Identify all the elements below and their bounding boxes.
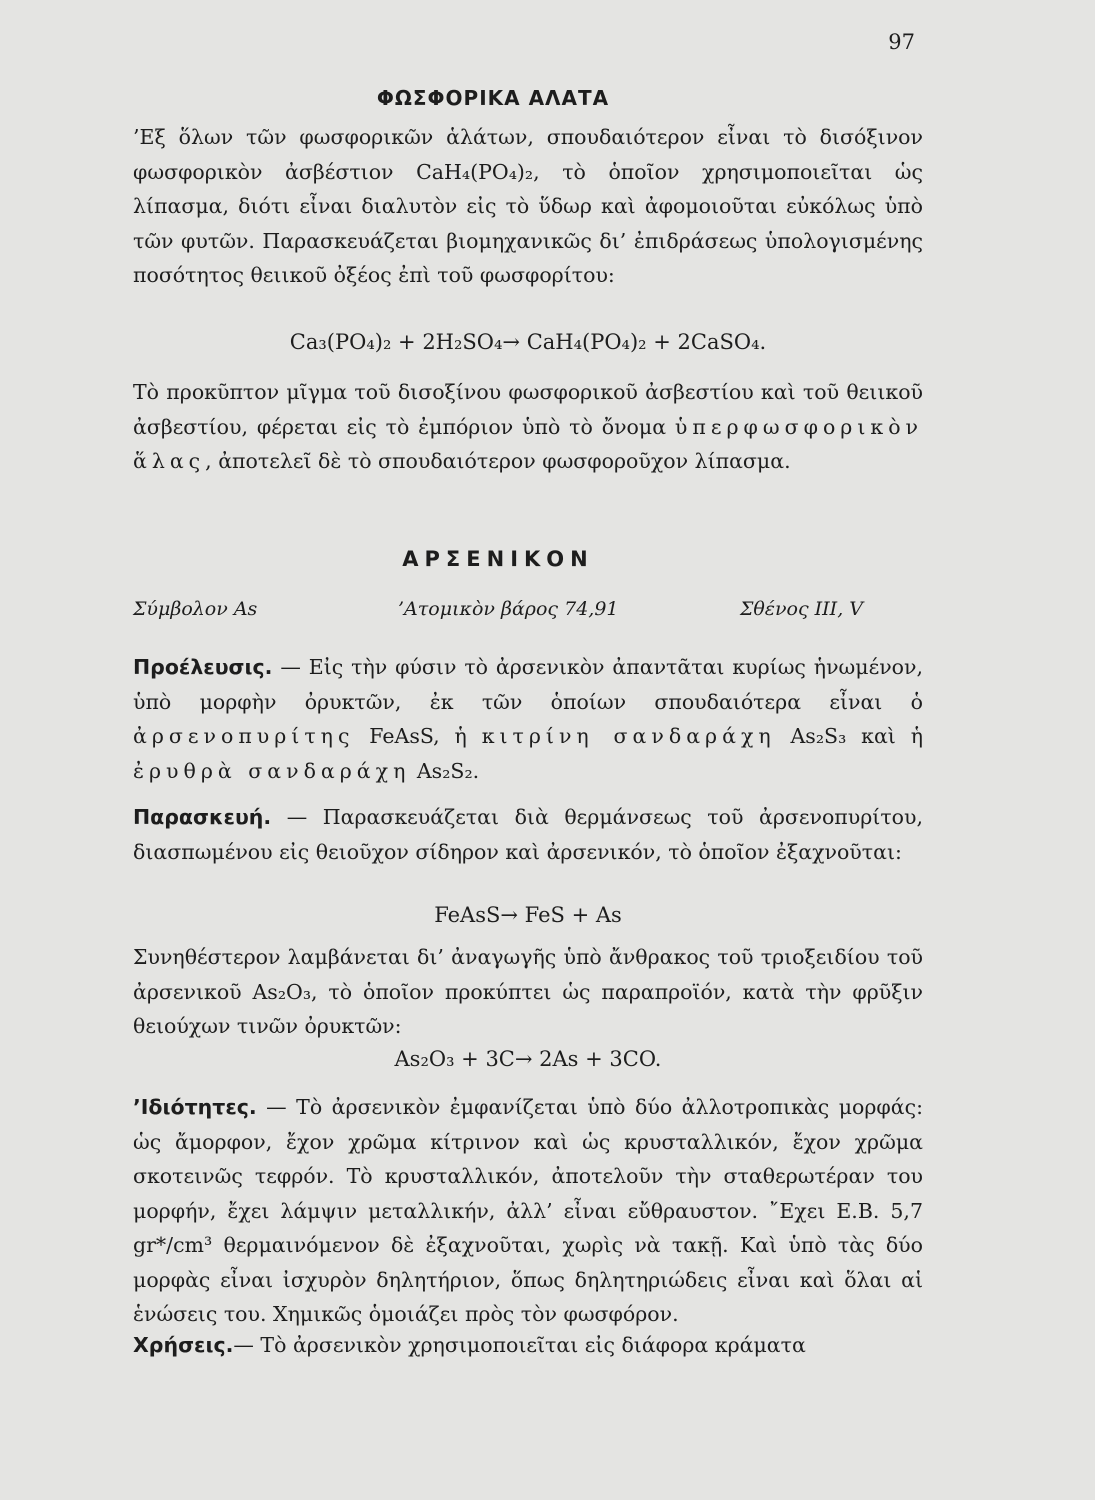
equation-arsenopyrite-decomposition: FeAsS→ FeS + As [434, 903, 622, 927]
paragraph-superphosphate-intro: ’Εξ ὅλων τῶν φωσφορικῶν ἁλάτων, σπουδαιότερον εἶναι τὸ δισόξινον φωσφορικὸν ἀσβέστιον CaH₄(PO₄)₂, τὸ ὁποῖον χρησιμοποιεῖται ὡς λίπασμα, διότι εἶναι διαλυτὸν εἰς τὸ ὕδωρ καὶ ἀφομοιοῦται εὐκόλως ὑπὸ τῶν φυτῶν. Παρασκευάζεται βιομηχανικῶς δι’ ἐπιδράσεως ὑπολογισμένης ποσότητος θειικοῦ ὀξέος ἐπὶ τοῦ φωσφορίτου: [133, 125, 923, 287]
text-run: Τὸ προκῦπτον μῖγμα τοῦ δισοξίνου φωσφορικοῦ ἀσβεστίου καὶ τοῦ θειικοῦ ἀσβεστίου, φέρεται εἰς τὸ ἐμπόριον ὑπὸ τὸ ὄνομα [133, 380, 923, 439]
term-arsenopyrite: ἀρσενοπυρίτης [133, 724, 355, 748]
atomic-weight: ’Ατομικὸν βάρος 74,91 [398, 598, 619, 620]
section-title-arsenic: ΑΡΣΕΝΙΚΟΝ [402, 547, 594, 571]
equation-superphosphate: Ca₃(PO₄)₂ + 2H₂SO₄→ CaH₄(PO₄)₂ + 2CaSO₄. [289, 330, 767, 354]
term-red-realgar: ἐρυθρὰ σανδαράχη [133, 758, 411, 783]
text-run: As₂S₃ καὶ ἡ [775, 724, 923, 748]
paragraph-uses [133, 1328, 923, 1363]
text-run: FeAsS, ἡ [354, 724, 467, 748]
paragraph-properties [133, 1090, 923, 1332]
section-title-phosphate-salts: ΦΩΣΦΟΡΙΚΑ ΑΛΑΤΑ [376, 86, 610, 110]
heading-uses: Χρήσεις. [133, 1333, 234, 1357]
text-run: — Παρασκευάζεται διὰ θερμάνσεως τοῦ ἀρσενοπυρίτου, διασπωμένου εἰς θειοῦχον σίδηρον καὶ ἀρσενικόν, τὸ ὁποῖον ἐξαχνοῦται: [133, 805, 923, 864]
page-number: 97 [888, 30, 915, 54]
text-run: , ἀποτελεῖ δὲ τὸ σπουδαιότερον φωσφοροῦχον λίπασμα. [205, 449, 791, 473]
paragraph-preparation [133, 800, 923, 869]
text-run: — Εἰς τὴν φύσιν τὸ ἀρσενικὸν ἀπαντᾶται κυρίως ἡνωμένον, ὑπὸ μορφὴν ὀρυκτῶν, ἐκ τῶν ὁποίων σπουδαιότερα εἶναι ὁ [133, 655, 923, 714]
equation-reduction: As₂O₃ + 3C→ 2As + 3CO. [394, 1047, 662, 1071]
heading-preparation: Παρασκευή. [133, 805, 272, 829]
text-run: — Τὸ ἀρσενικὸν χρησιμοποιεῖται εἰς διάφορα κράματα [233, 1333, 806, 1357]
text-run: — Τὸ ἀρσενικὸν ἐμφανίζεται ὑπὸ δύο ἀλλοτροπικὰς μορφάς: ὡς ἄμορφον, ἔχον χρῶμα κίτρινον καὶ ὡς κρυσταλλικόν, ἔχον χρῶμα σκοτεινῶς τεφρόν. Τὸ κρυσταλλικόν, ἀποτελοῦν τὴν σταθερωτέραν του μορφήν, ἔχει λάμψιν μεταλλικήν, ἀλλ’ εἶναι εὔθραυστον. ῎Εχει Ε.Β. 5,7 gr*/cm³ θερμαινόμενον δὲ ἐξαχνοῦται, χωρὶς νὰ τακῇ. Καὶ ὑπὸ τὰς δύο μορφὰς εἶναι ἰσχυρὸν δηλητήριον, ὅπως δηλητηριώδεις εἶναι καὶ ὅλαι αἱ ἑνώσεις του. Χημικῶς ὁμοιάζει πρὸς τὸν φωσφόρον. [133, 1095, 923, 1326]
paragraph-superphosphate-mixture [133, 375, 923, 479]
heading-occurrence: Προέλευσις. [133, 655, 273, 679]
heading-properties: ’Ιδιότητες. [133, 1095, 257, 1119]
element-symbol: Σύμβολον As [133, 598, 258, 620]
text-run: As₂S₂. [410, 758, 480, 783]
paragraph-occurrence [133, 650, 923, 788]
term-superphosphate: ὑπερφωσφορικὸν ἅλας [133, 414, 923, 473]
valence: Σθένος III, V [739, 598, 863, 620]
term-yellow-orpiment: κιτρίνη σανδαράχη [481, 724, 776, 748]
paragraph-reduction: Συνηθέστερον λαμβάνεται δι’ ἀναγωγῆς ὑπὸ ἄνθρακος τοῦ τριοξειδίου τοῦ ἀρσενικοῦ As₂O₃, τὸ ὁποῖον προκύπτει ὡς παραπροϊόν, κατὰ τὴν φρῦξιν θειούχων τινῶν ὀρυκτῶν: [133, 945, 923, 1038]
